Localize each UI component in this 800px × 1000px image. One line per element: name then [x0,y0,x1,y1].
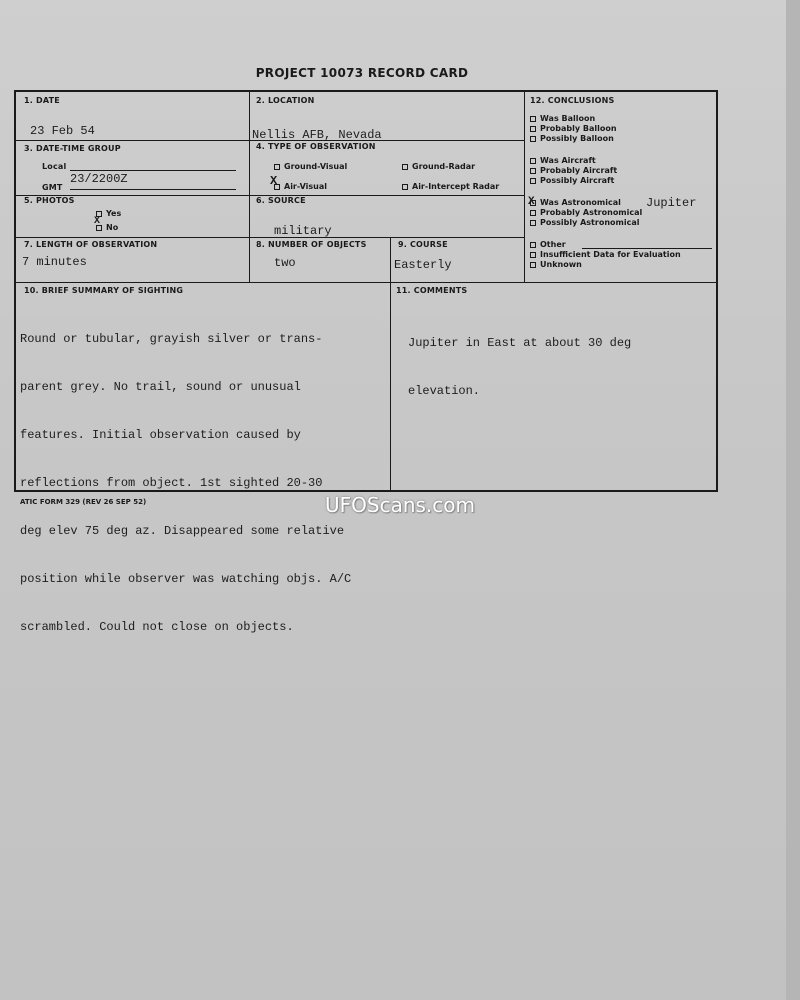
date-value: 23 Feb 54 [30,124,95,138]
option-label: Insufficient Data for Evaluation [540,250,681,259]
conclusion-was-astronomical [530,198,642,208]
option-label: Probably Balloon [540,124,617,133]
option-label: Possibly Astronomical [540,218,640,227]
form-number: ATIC FORM 329 (REV 26 SEP 52) [20,498,147,506]
checkbox [274,164,280,170]
date-label: 1. DATE [24,96,60,105]
rule-col2 [524,92,525,282]
type-ground-radar [402,162,475,171]
checkbox [530,252,536,258]
number-value: two [274,256,296,270]
dtg-local-line [70,170,236,171]
option-label: Ground-Radar [412,162,476,171]
option-label: Air-Intercept Radar [412,182,500,191]
checkbox [530,126,536,132]
checkbox [530,116,536,122]
location-label: 2. LOCATION [256,96,315,105]
conclusion-was-balloon [530,114,617,124]
conclusion-possibly-astronomical [530,218,642,228]
conclusions-balloon-group [530,114,617,144]
option-label: Probably Astronomical [540,208,643,217]
conclusion-unknown [530,260,681,270]
course-value: Easterly [394,258,452,272]
checkbox [530,210,536,216]
card-title: PROJECT 10073 RECORD CARD [255,66,469,80]
option-label: Unknown [540,260,582,269]
dtg-label: 3. DATE-TIME GROUP [24,144,121,153]
astronomical-check-mark: X [528,196,535,208]
conclusions-aircraft-group [530,156,617,186]
option-label: Probably Aircraft [540,166,618,175]
checkbox [530,242,536,248]
checkbox [530,158,536,164]
watermark: UFOScans.com [325,493,475,517]
conclusions-other-group [530,240,681,270]
option-label: No [106,223,119,232]
source-label: 6. SOURCE [256,196,306,205]
dtg-gmt-value: 23/2200Z [70,172,128,186]
photos-label: 5. PHOTOS [24,196,75,205]
comments-label: 11. COMMENTS [396,286,468,295]
conclusion-probably-balloon [530,124,617,134]
summary-line: deg elev 75 deg az. Disappeared some relative [20,524,345,538]
astro-note: Jupiter [646,196,697,210]
photos-no-check-mark: X [94,216,101,227]
course-label: 9. COURSE [398,240,448,249]
conclusion-probably-astronomical [530,208,642,218]
length-label: 7. LENGTH OF OBSERVATION [24,240,158,249]
option-label: Other [540,240,566,249]
option-label: Was Aircraft [540,156,596,165]
checkbox [530,262,536,268]
rule-col-bottom [390,282,391,492]
summary-line: scrambled. Could not close on objects. [20,620,294,634]
type-air-intercept [402,182,499,191]
dtg-gmt-label: GMT [42,183,63,192]
option-label: Yes [106,209,122,218]
dtg-gmt-line [70,189,236,190]
checkbox [530,136,536,142]
rule-col1 [249,92,250,282]
comments-text [408,303,631,431]
type-air-visual [274,182,327,191]
option-label: Air-Visual [284,182,328,191]
rule-row3 [16,237,524,238]
option-label: Was Balloon [540,114,596,123]
option-label: Possibly Balloon [540,134,614,143]
type-obs-label: 4. TYPE OF OBSERVATION [256,142,376,151]
dtg-local-label: Local [42,162,67,171]
conclusions-astro-group [530,198,642,228]
option-label: Was Astronomical [540,198,621,207]
summary-line: features. Initial observation caused by [20,428,301,442]
conclusions-label: 12. CONCLUSIONS [530,96,615,105]
checkbox [402,184,408,190]
summary-line: reflections from object. 1st sighted 20-30 [20,476,323,490]
comments-line: elevation. [408,384,481,398]
conclusion-insufficient-data [530,250,681,260]
option-label: Ground-Visual [284,162,348,171]
comments-line: Jupiter in East at about 30 deg [408,336,632,350]
checkbox [530,220,536,226]
type-ground-visual [274,162,347,171]
source-value: military [274,224,332,238]
checkbox [530,168,536,174]
rule-col-course [390,237,391,282]
checkbox [530,178,536,184]
conclusion-possibly-aircraft [530,176,617,186]
rule-row4 [16,282,716,283]
other-line [582,248,712,249]
summary-label: 10. BRIEF SUMMARY OF SIGHTING [24,286,184,295]
conclusion-probably-aircraft [530,166,617,176]
summary-line: Round or tubular, grayish silver or trans- [20,332,323,346]
summary-text [20,299,351,667]
length-value: 7 minutes [22,255,87,269]
summary-line: position while observer was watching objs. A/C [20,572,352,586]
checkbox [402,164,408,170]
air-visual-check-mark: X [270,174,278,188]
conclusion-was-aircraft [530,156,617,166]
option-label: Possibly Aircraft [540,176,615,185]
conclusion-possibly-balloon [530,134,617,144]
number-label: 8. NUMBER OF OBJECTS [256,240,367,249]
summary-line: parent grey. No trail, sound or unusual [20,380,301,394]
location-value: Nellis AFB, Nevada [252,128,382,142]
